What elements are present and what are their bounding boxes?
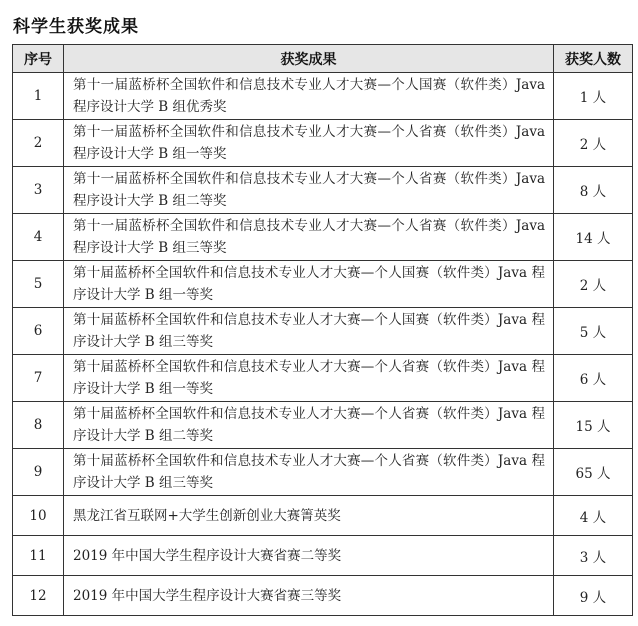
table-row <box>13 214 633 261</box>
row-index: 8 <box>13 402 64 449</box>
row-index: 12 <box>13 576 64 616</box>
row-index: 6 <box>13 308 64 355</box>
row-index: 1 <box>13 73 64 120</box>
table-row <box>13 536 633 576</box>
header-index: 序号 <box>13 45 64 73</box>
row-count: 14 人 <box>554 214 633 261</box>
row-count: 6 人 <box>554 355 633 402</box>
header-award: 获奖成果 <box>64 45 554 73</box>
row-award: 第十届蓝桥杯全国软件和信息技术专业人才大赛—个人省赛（软件类）Java 程序设计大学 B 组二等奖 <box>64 402 554 449</box>
section-title: 科学生获奖成果 <box>13 17 139 37</box>
row-award: 第十一届蓝桥杯全国软件和信息技术专业人才大赛—个人省赛（软件类）Java 程序设计大学 B 组三等奖 <box>64 214 554 261</box>
row-count: 15 人 <box>554 402 633 449</box>
row-award: 黑龙江省互联网+大学生创新创业大赛箐英奖 <box>64 496 554 536</box>
row-award: 2019 年中国大学生程序设计大赛省赛三等奖 <box>64 576 554 616</box>
table-body <box>13 73 633 616</box>
header-row <box>13 45 633 73</box>
row-index: 9 <box>13 449 64 496</box>
row-index: 10 <box>13 496 64 536</box>
table-row <box>13 261 633 308</box>
row-count: 2 人 <box>554 261 633 308</box>
table-row <box>13 496 633 536</box>
row-count: 5 人 <box>554 308 633 355</box>
row-index: 11 <box>13 536 64 576</box>
row-award: 第十一届蓝桥杯全国软件和信息技术专业人才大赛—个人省赛（软件类）Java 程序设计大学 B 组二等奖 <box>64 167 554 214</box>
table-row <box>13 576 633 616</box>
row-count: 2 人 <box>554 120 633 167</box>
row-count: 8 人 <box>554 167 633 214</box>
row-award: 第十届蓝桥杯全国软件和信息技术专业人才大赛—个人省赛（软件类）Java 程序设计大学 B 组一等奖 <box>64 355 554 402</box>
table-row <box>13 308 633 355</box>
table-row <box>13 449 633 496</box>
row-award: 第十届蓝桥杯全国软件和信息技术专业人才大赛—个人国赛（软件类）Java 程序设计大学 B 组三等奖 <box>64 308 554 355</box>
table-row <box>13 73 633 120</box>
row-index: 5 <box>13 261 64 308</box>
table-row <box>13 355 633 402</box>
header-count: 获奖人数 <box>554 45 633 73</box>
row-award: 2019 年中国大学生程序设计大赛省赛二等奖 <box>64 536 554 576</box>
table-header <box>13 45 633 73</box>
row-award: 第十一届蓝桥杯全国软件和信息技术专业人才大赛—个人国赛（软件类）Java 程序设计大学 B 组优秀奖 <box>64 73 554 120</box>
row-award: 第十一届蓝桥杯全国软件和信息技术专业人才大赛—个人省赛（软件类）Java 程序设计大学 B 组一等奖 <box>64 120 554 167</box>
row-index: 4 <box>13 214 64 261</box>
row-award: 第十届蓝桥杯全国软件和信息技术专业人才大赛—个人国赛（软件类）Java 程序设计大学 B 组一等奖 <box>64 261 554 308</box>
row-count: 65 人 <box>554 449 633 496</box>
row-count: 4 人 <box>554 496 633 536</box>
awards-table <box>12 44 633 616</box>
row-index: 7 <box>13 355 64 402</box>
row-count: 3 人 <box>554 536 633 576</box>
row-index: 3 <box>13 167 64 214</box>
row-index: 2 <box>13 120 64 167</box>
table-row <box>13 402 633 449</box>
table-row <box>13 120 633 167</box>
table-row <box>13 167 633 214</box>
row-count: 1 人 <box>554 73 633 120</box>
row-award: 第十届蓝桥杯全国软件和信息技术专业人才大赛—个人省赛（软件类）Java 程序设计大学 B 组三等奖 <box>64 449 554 496</box>
row-count: 9 人 <box>554 576 633 616</box>
